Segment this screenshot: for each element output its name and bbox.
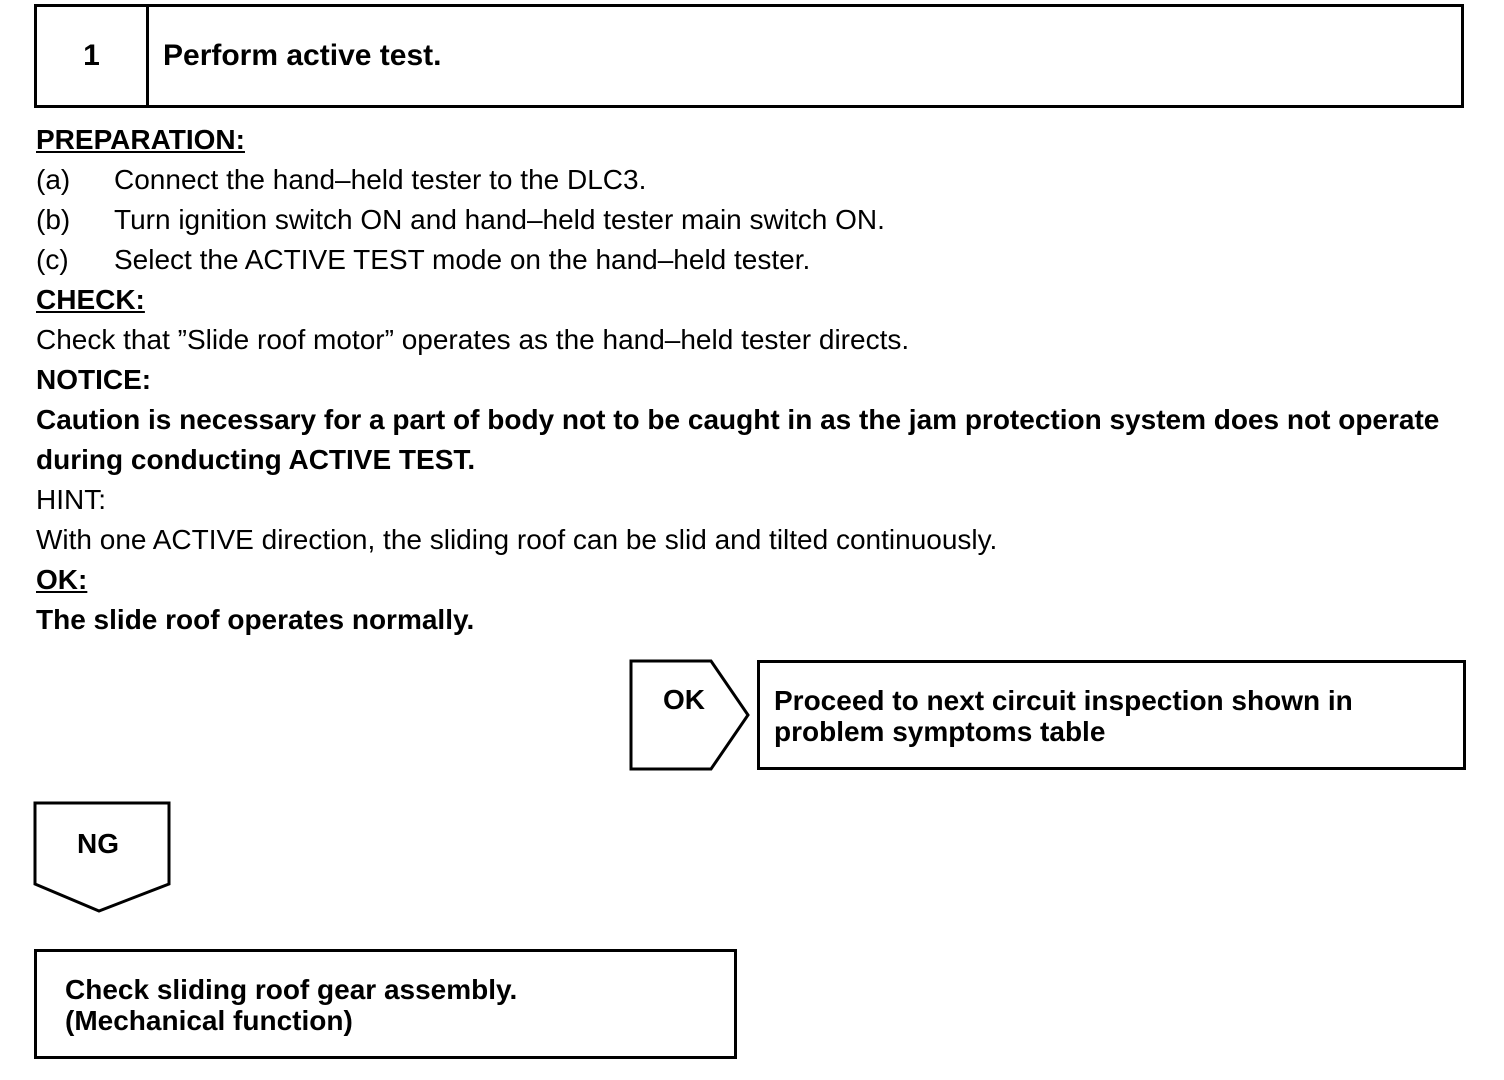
ok-criteria-text: The slide roof operates normally. <box>36 604 475 635</box>
hint-text: With one ACTIVE direction, the sliding roof can be slid and tilted continuously. <box>36 524 998 555</box>
next-step-line-2: (Mechanical function) <box>65 1005 353 1036</box>
step-number: 1 <box>37 7 149 105</box>
check-heading: CHECK: <box>36 284 145 315</box>
ok-criteria-heading: OK: <box>36 564 88 595</box>
notice-text: Caution is necessary for a part of body not to be caught in as the jam protection system does not operate during conducting ACTIVE TEST. <box>36 404 1440 475</box>
item-mark: (b) <box>36 204 71 235</box>
ng-label: NG <box>77 828 119 859</box>
ok-label: OK <box>663 684 705 715</box>
item-text: Select the ACTIVE TEST mode on the hand–held tester. <box>114 244 811 275</box>
notice-heading: NOTICE: <box>36 364 152 395</box>
item-text: Turn ignition switch ON and hand–held tester main switch ON. <box>114 204 885 235</box>
item-mark: (a) <box>36 164 71 195</box>
ok-result-line-1: Proceed to next circuit inspection shown in <box>774 685 1353 716</box>
ok-result-line-2: problem symptoms table <box>774 716 1106 747</box>
hint-heading: HINT: <box>36 484 106 515</box>
item-text: Connect the hand–held tester to the DLC3. <box>114 164 647 195</box>
ok-result-box <box>757 660 1466 770</box>
next-step-box <box>34 949 737 1059</box>
check-text: Check that ”Slide roof motor” operates as the hand–held tester directs. <box>36 324 910 355</box>
item-mark: (c) <box>36 244 69 275</box>
step-title: Perform active test. <box>163 39 442 72</box>
ok-result-text <box>774 685 1451 747</box>
preparation-heading: PREPARATION: <box>36 124 245 155</box>
next-step-line-1: Check sliding roof gear assembly. <box>65 974 518 1005</box>
